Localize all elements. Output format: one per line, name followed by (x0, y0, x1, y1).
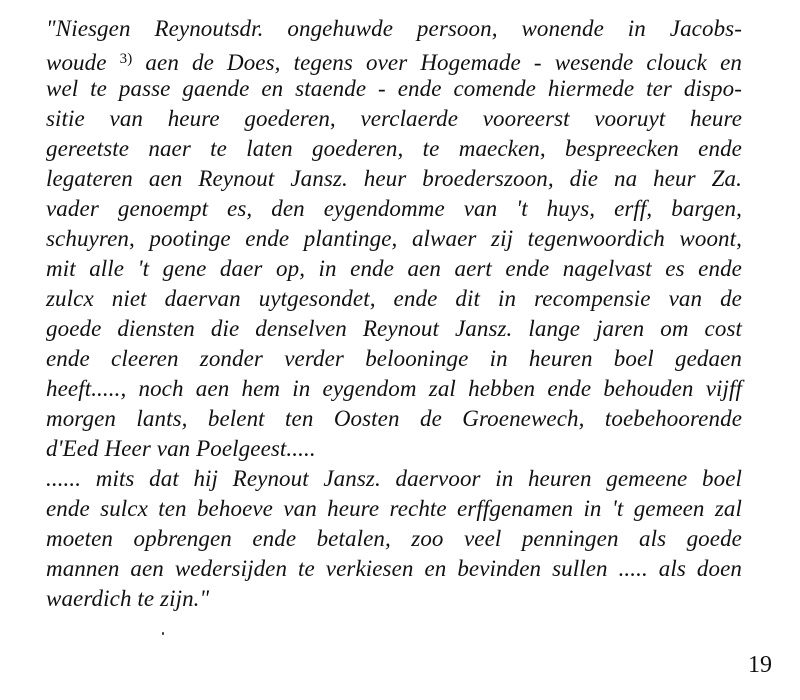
text-line-15: d'Eed Heer van Poelgeest..... (46, 436, 316, 461)
text-line-20: waerdich te zijn." (46, 586, 210, 611)
line-2-prefix: woude (46, 50, 107, 75)
text-line-17: ende sulcx ten behoeve van heure rechte erffgenamen in 't gemeen zal (46, 496, 742, 521)
text-line-7: vader genoempt es, den eygendomme van 't huys, erff, bargen, (46, 196, 742, 221)
text-line-19: mannen aen wedersijden te verkiesen en bevinden sullen ..... als doen (46, 556, 742, 581)
scan-speck (162, 632, 164, 635)
line-2-text: aen de Does, tegens over Hogemade - wesende clouck en (145, 50, 742, 75)
footnote-marker: 3) (119, 51, 133, 67)
text-line-12: ende cleeren zonder verder belooninge in heuren boel gedaen (46, 346, 742, 371)
text-line-11: goede diensten die denselven Reynout Jansz. lange jaren om cost (46, 316, 742, 341)
text-line-18: moeten opbrengen ende betalen, zoo veel penningen als goede (46, 526, 742, 551)
text-line-1: "Niesgen Reynoutsdr. ongehuwde persoon, wonende in Jacobs- (46, 16, 742, 41)
text-line-2 (46, 44, 742, 74)
text-line-9: mit alle 't gene daer op, in ende aen aert ende nagelvast es ende (46, 256, 742, 281)
text-line-13: heeft....., noch aen hem in eygendom zal hebben ende behouden vijff (46, 376, 742, 401)
text-line-14: morgen lants, belent ten Oosten de Groenewech, toebehoorende (46, 406, 742, 431)
page-number: 19 (748, 652, 772, 678)
text-line-3: wel te passe gaende en staende - ende comende hiermede ter dispo- (46, 76, 742, 101)
text-line-10: zulcx niet daervan uytgesondet, ende dit in recompensie van de (46, 286, 742, 311)
text-line-6: legateren aen Reynout Jansz. heur broederszoon, die na heur Za. (46, 166, 742, 191)
quoted-testament-text (46, 14, 742, 614)
text-line-8: schuyren, pootinge ende plantinge, alwaer zij tegenwoordich woont, (46, 226, 742, 251)
text-line-4: sitie van heure goederen, verclaerde vooreerst vooruyt heure (46, 106, 742, 131)
text-line-16: ...... mits dat hij Reynout Jansz. daervoor in heuren gemeene boel (46, 466, 742, 491)
text-line-5: gereetste naer te laten goederen, te maecken, bespreecken ende (46, 136, 742, 161)
